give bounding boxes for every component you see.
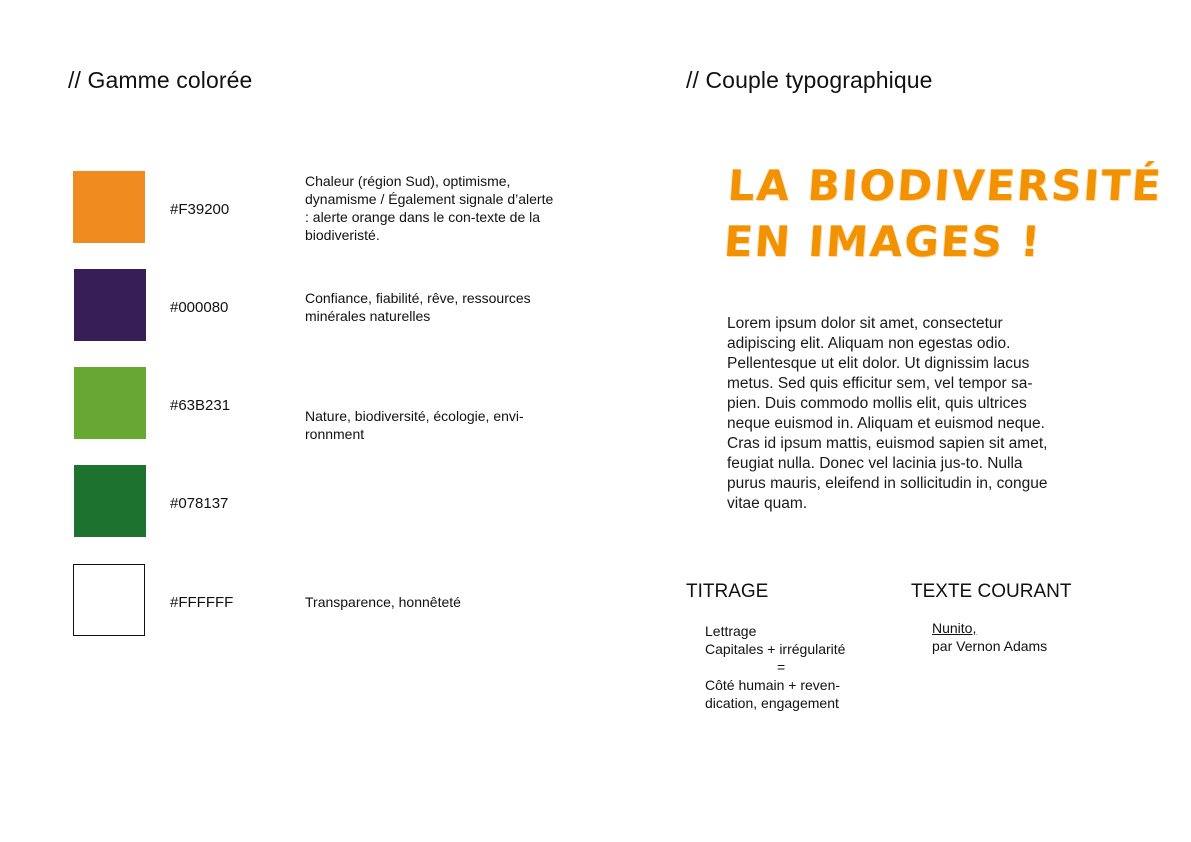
description-orange: Chaleur (région Sud), optimisme, dynamisme / Également signale d’alerte : alerte orange dans le con-texte de la biodiveristé. [305, 173, 554, 243]
lettering-line-1: LA BIODIVERSITÉ [726, 161, 1165, 210]
typography-pair-title: // Couple typographique [686, 67, 933, 93]
hex-label-orange: #F39200 [170, 201, 230, 218]
description-light-green: Nature, biodiversité, écologie, envi-ronnment [305, 408, 524, 442]
hex-label-light-green: #63B231 [170, 397, 231, 414]
titrage-line: dication, engagement [705, 695, 839, 711]
titrage-line: Capitales + irrégularité [705, 641, 846, 657]
hex-label-purple: #000080 [170, 299, 229, 316]
font-author: par Vernon Adams [932, 638, 1048, 654]
color-swatch-purple [74, 269, 146, 341]
font-name: Nunito, [932, 620, 977, 636]
hex-label-white: #FFFFFF [170, 594, 234, 611]
titrage-line: Lettrage [705, 623, 757, 639]
body-text-sample: Lorem ipsum dolor sit amet, consectetur adipiscing elit. Aliquam non egestas odio. Pellentesque ut elit dolor. Ut dignissim lacus metus. Sed quis efficitur sem, vel tempor sa-pien. Duis commodo mollis elit, quis ultrices neque euismod in. Aliquam et euismod neque. Cras id ipsum mattis, euismod sapien sit amet, feugiat nulla. Donec vel lacinia jus-to. Nulla purus mauris, eleifend in sollicitudin in, congue vitae quam. [727, 315, 1048, 512]
hex-label-dark-green: #078137 [170, 495, 229, 512]
color-swatch-orange [73, 171, 145, 243]
titrage-heading: TITRAGE [686, 581, 769, 602]
titrage-line: Côté humain + reven- [705, 677, 841, 693]
titrage-line: = [777, 659, 786, 675]
titrage-notes [705, 622, 845, 712]
lettering-line-2: EN IMAGES ! [722, 217, 1044, 266]
lettering-sample [722, 158, 1164, 270]
texte-courant-heading: TEXTE COURANT [911, 581, 1072, 602]
color-swatch-dark-green [74, 465, 146, 537]
color-range-title: // Gamme colorée [68, 67, 253, 93]
color-swatch-light-green [74, 367, 146, 439]
texte-courant-notes [932, 619, 1047, 655]
color-swatch-white [73, 564, 145, 636]
description-purple: Confiance, fiabilité, rêve, ressources minérales naturelles [305, 290, 531, 324]
description-white: Transparence, honnêteté [305, 594, 461, 610]
